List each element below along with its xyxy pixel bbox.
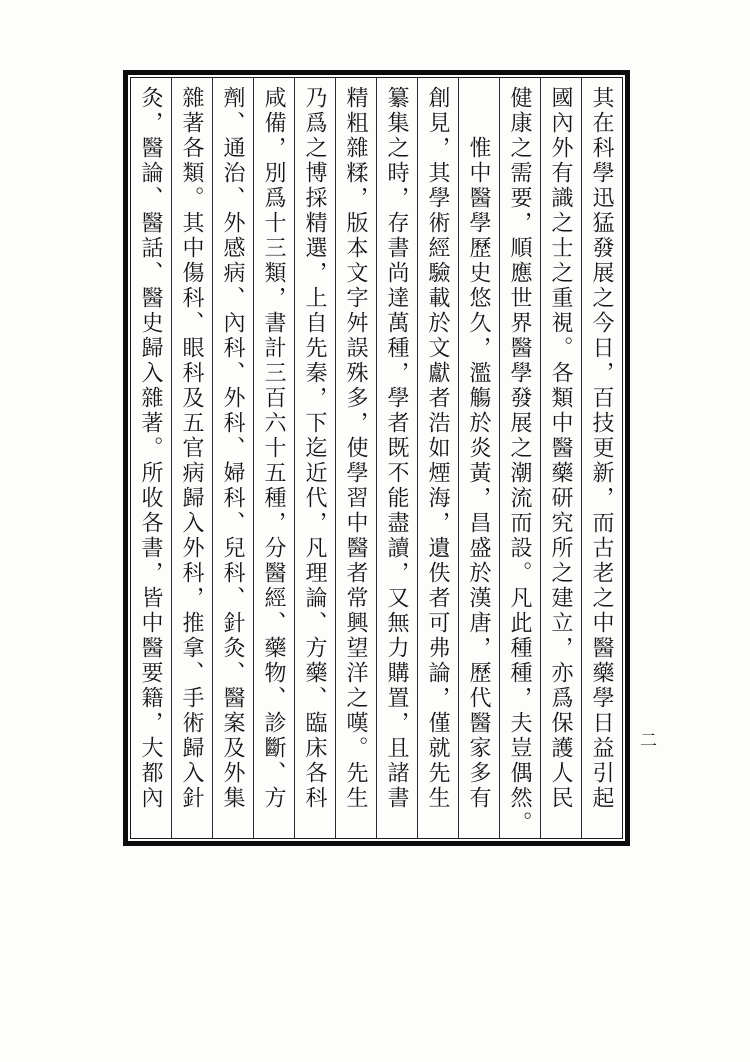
text-column (581, 78, 622, 838)
column-text: 乃爲之博採精選，上自先秦，下迄近代，凡理論、方藥、臨床各科 (303, 86, 328, 811)
column-text: 健康之需要，順應世界醫學發展之潮流而設。凡此種種，夫豈偶然。 (508, 86, 533, 836)
text-column (212, 78, 253, 838)
column-text: 其在科學迅猛發展之今日，百技更新，而古老之中醫藥學日益引起 (590, 86, 615, 811)
text-column (131, 78, 171, 838)
text-column (540, 78, 581, 838)
text-column (335, 78, 376, 838)
column-text: 國內外有識之士之重視。各類中醫藥研究所之建立，亦爲保護人民 (549, 86, 574, 811)
column-text: 惟中醫學歷史悠久，濫觴於炎黃，昌盛於漢唐，歷代醫家多有 (467, 136, 492, 812)
column-text: 纂集之時，存書尚達萬種，學者既不能盡讀，又無力購置，且諸書 (385, 86, 410, 811)
text-column (499, 78, 540, 838)
column-text: 創見，其學術經驗載於文獻者浩如煙海，遺佚者可弗論，僅就先生 (426, 86, 451, 811)
text-column (458, 78, 499, 838)
text-column (417, 78, 458, 838)
column-text: 咸備，別爲十三類，書計三百六十五種，分醫經、藥物、診斷、方 (262, 86, 287, 811)
text-column (294, 78, 335, 838)
column-text: 劑、通治、外感病、內科、外科、婦科、兒科、針灸、醫案及外集 (221, 86, 246, 811)
text-column (376, 78, 417, 838)
page-frame (123, 70, 630, 846)
column-text: 灸，醫論、醫話、醫史歸入雜著。所收各書，皆中醫要籍，大都內 (139, 86, 164, 811)
page-frame-inner (130, 77, 623, 839)
folio-page-number: 二 (640, 731, 657, 750)
text-column (171, 78, 212, 838)
column-text: 雜著各類。其中傷科、眼科及五官病歸入外科，推拿、手術歸入針 (180, 86, 205, 811)
column-text: 精粗雜糅，版本文字舛誤殊多，使學習中醫者常興望洋之嘆。先生 (344, 86, 369, 811)
text-column (253, 78, 294, 838)
